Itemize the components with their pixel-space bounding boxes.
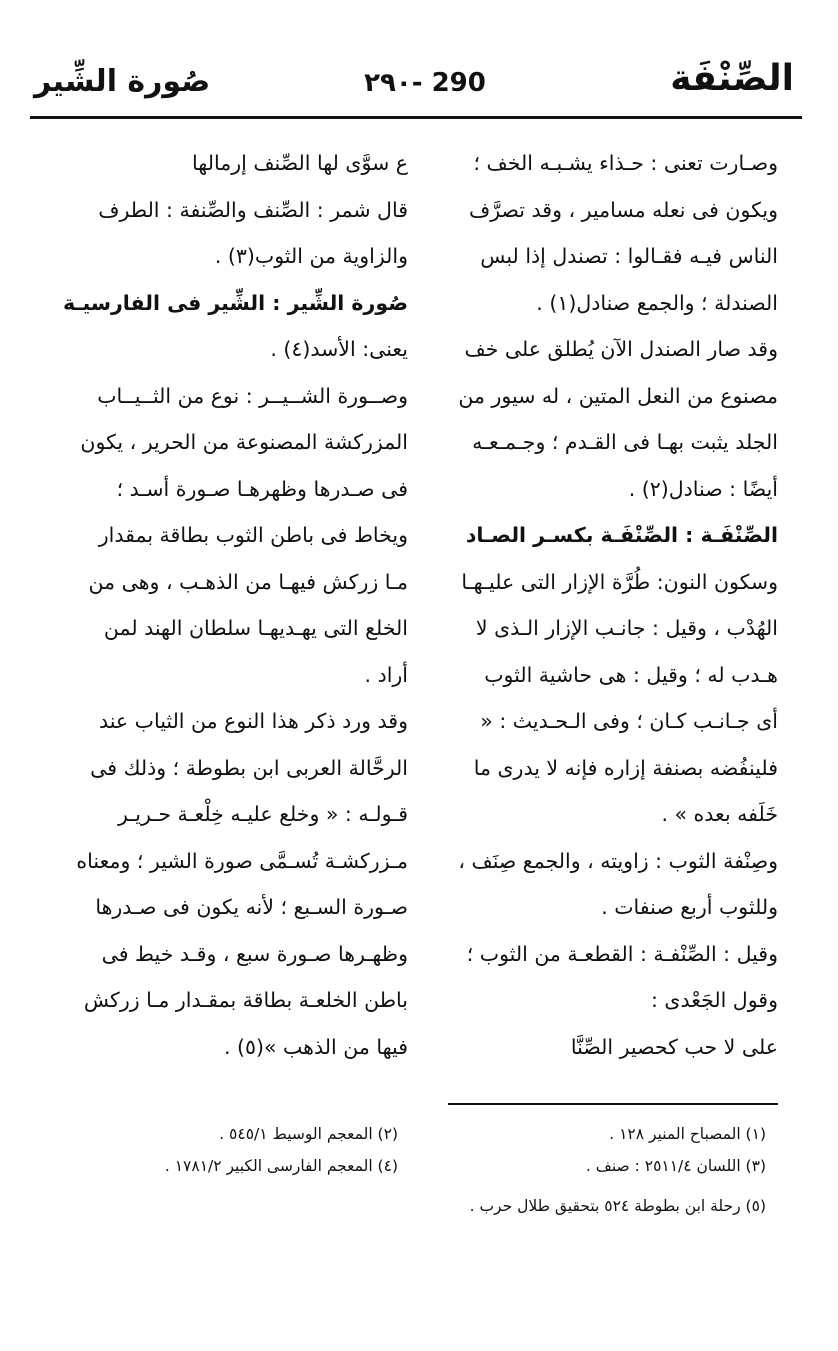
text-line: الهُدْب ، وقيل : جانـب الإزار الـذى لا [475, 616, 778, 640]
text-line: وقيل : الصِّنْفـة : القطعـة من الثوب ؛ [466, 941, 778, 966]
text-line: الجلد يثبت بهـا فى القـدم ؛ وجـمـعـه [472, 430, 778, 454]
footnote-5: (٥) رحلة ابن بطوطة ٥٢٤ بتحقيق طلال حرب . [469, 1197, 766, 1215]
footnote-4: (٤) المعجم الفارسى الكبير ١٧٨١/٢ . [164, 1157, 398, 1175]
running-title-left: صُورة الشِّير [34, 64, 211, 99]
entry-text: صُورة الشِّير : الشِّير فى الفارسيـة [63, 290, 408, 315]
text-column-right [426, 140, 778, 1070]
entry-heading-line [426, 512, 778, 559]
text-line: أيضًا : صنادل(٢) . [628, 476, 778, 501]
text-line: الرحَّالة العربى ابن بطوطة ؛ وذلك فى [90, 755, 408, 780]
entry-text: الصِّنْفَـة : الصِّنْفَـة بكسـر الصـاد [465, 523, 778, 547]
text-column-left [56, 140, 408, 1070]
text-line: وصِنْفة الثوب : زاويته ، والجمع صِنَف ، [458, 848, 778, 873]
text-line: على لا حب كحصير الصِّنَّا [570, 1034, 778, 1059]
text-line: ويكون فى نعله مسامير ، وقد تصرَّف [468, 197, 778, 222]
text-line: وظهـرها صـورة سبع ، وقـد خيط فى [101, 941, 408, 966]
text-line: الصندلة ؛ والجمع صنادل(١) . [536, 290, 778, 315]
page-header [30, 52, 810, 112]
header-rule [30, 116, 802, 119]
text-line: فلينفُضه بصنفة إزاره فإنه لا يدرى ما [473, 755, 778, 780]
text-line: الخلع التى يهـديهـا سلطان الهند لمن [103, 616, 408, 640]
text-line: وقول الجَعْدى : [651, 988, 778, 1012]
text-line: قال شمر : الصِّنف والصِّنفة : الطرف [98, 197, 408, 222]
text-line: باطن الخلعـة بطاقة بمقـدار مـا زركش [83, 988, 408, 1012]
text-line: وقد صار الصندل الآن يُطلق على خف [464, 337, 778, 361]
text-line: مـا زركش فيهـا من الذهـب ، وهى من [88, 569, 408, 594]
text-line: وقد ورد ذكر هذا النوع من الثياب عند [98, 709, 408, 733]
footnote-2: (٢) المعجم الوسيط ٥٤٥/١ . [219, 1125, 398, 1143]
text-line: وصـارت تعنى : حـذاء يشـبـه الخف ؛ [473, 151, 778, 175]
footnote-1: (١) المصباح المنير ١٢٨ . [609, 1125, 766, 1143]
text-line: مـزركشـة تُسـمَّى صورة الشير ؛ ومعناه [76, 848, 408, 873]
text-line: ع سوَّى لها الصِّنف إرمالها [192, 151, 408, 175]
text-line: وسكون النون: طُرَّة الإزار التى عليـهـا [461, 569, 778, 594]
page-number: ٢٩٠- 290 [364, 68, 486, 98]
text-line: يعنى: الأسد(٤) . [270, 337, 408, 361]
text-line: قـولـه : « وخلع عليـه خِلْعـة حـريـر [117, 802, 408, 826]
footnote-rule [448, 1103, 778, 1105]
text-line: فى صـدرها وظهرهـا صـورة أسـد ؛ [116, 476, 408, 501]
text-line: وصــورة الشــيــر : نوع من الثــيــاب [97, 383, 408, 408]
footnote-3: (٣) اللسان ٢٥١١/٤ : صنف . [585, 1157, 766, 1175]
text-line: صـورة السـبع ؛ لأنه يكون فى صـدرها [95, 895, 408, 919]
text-line: وللثوب أربع صنفات . [601, 895, 778, 919]
text-line: المزركشة المصنوعة من الحرير ، يكون [80, 430, 408, 454]
text-line: ويخاط فى باطن الثوب بطاقة بمقدار [98, 523, 408, 547]
text-line: أى جـانـب كـان ؛ وفى الـحـديث : « [480, 709, 778, 733]
running-title-right: الصِّنْفَة [670, 58, 794, 99]
text-line: فيها من الذهب »(٥) . [223, 1034, 408, 1059]
text-line: الناس فيـه فقـالوا : تصندل إذا لبس [480, 244, 778, 268]
entry-heading-line [56, 280, 408, 327]
text-line: مصنوع من النعل المتين ، له سيور من [458, 383, 778, 408]
text-line: والزاوية من الثوب(٣) . [214, 244, 408, 268]
text-line: أراد . [364, 662, 408, 687]
text-line: هـدب له ؛ وقيل : هى حاشية الثوب [484, 662, 778, 687]
text-line: خَلَفه بعده » . [661, 802, 778, 826]
